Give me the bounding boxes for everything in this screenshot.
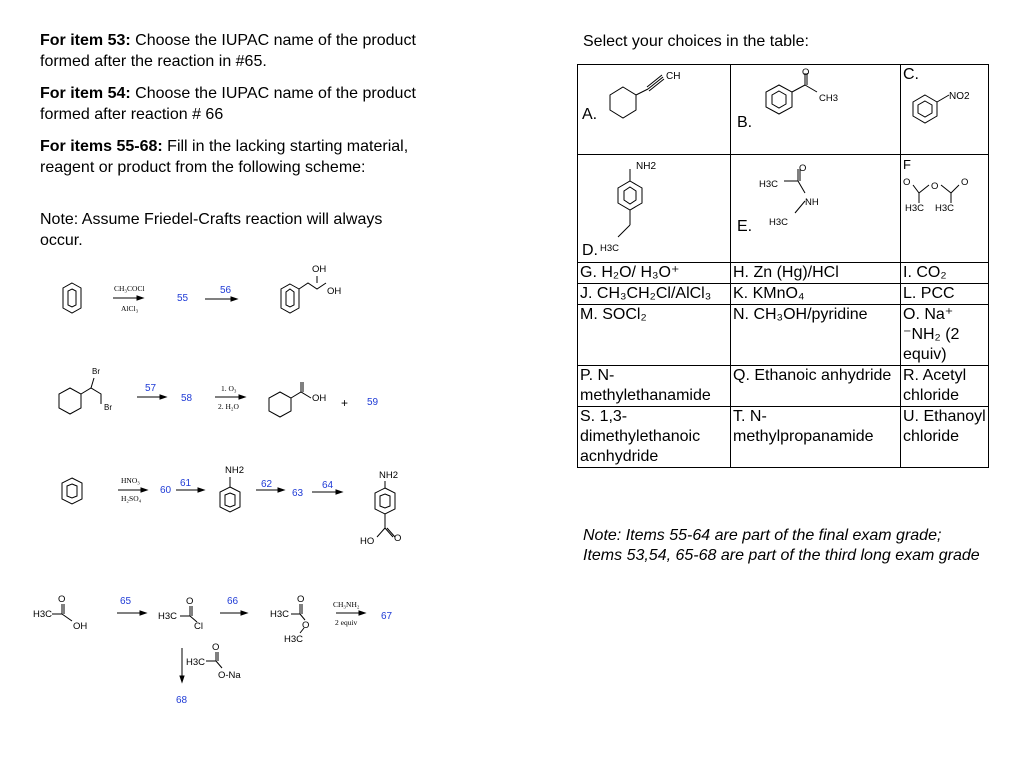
choice-e-h3c-label-2: H3C (769, 217, 789, 228)
item-54-heading: For item 54: (40, 85, 131, 102)
choice-l[interactable]: L. PCC (901, 284, 989, 305)
choice-g[interactable]: G. H₂O/ H₃O⁺ (578, 263, 731, 284)
ester-o-label-2: O (302, 620, 310, 631)
cyclohexane-ring-2 (269, 392, 291, 417)
benzene-ring-2 (62, 478, 82, 504)
acetic-o-label: O (58, 594, 66, 605)
choice-t[interactable]: T. N-methylpropanamide (731, 407, 901, 468)
diol-oh-label-2: OH (327, 286, 342, 297)
blank-63[interactable]: 63 (292, 488, 304, 499)
choice-q[interactable]: Q. Ethanoic anhydride (731, 366, 901, 407)
blank-68[interactable]: 68 (176, 695, 188, 706)
blank-64[interactable]: 64 (322, 480, 334, 491)
choice-m[interactable]: M. SOCl₂ (578, 305, 731, 366)
choice-f-o-label-3: O (961, 177, 969, 188)
ester-h3c-label-2: H3C (284, 634, 304, 645)
choice-k[interactable]: K. KMnO₄ (731, 284, 901, 305)
choice-o[interactable]: O. Na⁺ ⁻NH₂ (2 equiv) (901, 305, 989, 366)
reagent-2-equiv: 2 equiv (335, 618, 358, 627)
acid-oh-label: OH (312, 393, 327, 404)
choice-h[interactable]: H. Zn (Hg)/HCl (731, 263, 901, 284)
blank-65[interactable]: 65 (120, 596, 132, 607)
reagent-water: 2. H₂O (218, 402, 239, 411)
choice-e-letter: E. (737, 218, 753, 235)
choice-b-o-label: O (802, 67, 810, 78)
choice-f-o-label-2: O (931, 181, 939, 192)
friedel-crafts-note: Note: Assume Friedel-Crafts reaction will always occur. (40, 211, 383, 249)
ester-o-label: O (297, 594, 305, 605)
sodium-acetate-ona-label: O-Na (218, 670, 241, 681)
blank-56[interactable]: 56 (220, 285, 232, 296)
choice-e-nh-label: NH (805, 197, 819, 208)
reagent-h2so4: H₂SO₄ (121, 494, 142, 503)
choice-a-ch-label: CH (666, 71, 681, 82)
benzene-ring-1 (63, 283, 81, 313)
acetyl-cl-label: Cl (194, 621, 203, 632)
diol-product-ring (281, 284, 299, 313)
blank-62[interactable]: 62 (261, 479, 273, 490)
blank-58[interactable]: 58 (181, 393, 193, 404)
blank-60[interactable]: 60 (160, 485, 172, 496)
choice-f-o-label-1: O (903, 177, 911, 188)
item-53-text: Choose the IUPAC name of the product formed after the reaction in #65. (40, 32, 416, 70)
choice-e-o-label: O (799, 163, 807, 174)
choice-c-no2-label: NO2 (949, 91, 970, 102)
choice-b-cell[interactable] (731, 65, 901, 155)
blank-66[interactable]: 66 (227, 596, 239, 607)
choice-b-ch3-label: CH3 (819, 93, 839, 104)
blank-57[interactable]: 57 (145, 383, 157, 394)
choice-c-letter: C. (903, 66, 919, 83)
choice-a-cell[interactable] (578, 65, 731, 155)
aminobenzoic-ho-label: HO (360, 536, 375, 547)
reagent-acetyl-chloride: CH₃COCl (114, 284, 145, 293)
br-label-2: Br (104, 403, 112, 412)
aminobenzoic-nh2-label: NH2 (379, 470, 399, 481)
blank-67[interactable]: 67 (381, 611, 393, 622)
choice-p[interactable]: P. N-methylethanamide (578, 366, 731, 407)
blank-59[interactable]: 59 (367, 397, 379, 408)
items-55-68-heading: For items 55-68: (40, 138, 163, 155)
aminobenzoic-o-label: O (394, 533, 402, 544)
choice-r[interactable]: R. Acetyl chloride (901, 366, 989, 407)
choice-f-letter: F (903, 157, 911, 172)
reagent-ozone: 1. O₃ (221, 384, 237, 393)
acetic-h3c-label: H3C (33, 609, 53, 620)
choice-b-letter: B. (737, 114, 753, 131)
choice-d-letter: D. (582, 242, 598, 259)
sodium-acetate-o-label: O (212, 642, 220, 653)
reagent-hno3: HNO₃ (121, 476, 140, 485)
diol-side-chain (299, 283, 326, 289)
reagent-alcl3: AlCl₃ (121, 304, 139, 313)
choice-s[interactable]: S. 1,3-dimethylethanoic acnhydride (578, 407, 731, 468)
choice-a-structure (578, 65, 726, 155)
blank-61[interactable]: 61 (180, 478, 192, 489)
item-53-heading: For item 53: (40, 32, 131, 49)
table-heading: Select your choices in the table: (583, 33, 809, 50)
choices-table (577, 64, 989, 468)
plus-sign: + (341, 396, 349, 410)
choice-d-h3c-label: H3C (600, 243, 620, 254)
sodium-acetate-h3c-label: H3C (186, 657, 206, 668)
br-label-1: Br (92, 367, 100, 376)
choice-b-structure (731, 65, 896, 155)
choice-e-cell[interactable] (731, 155, 901, 263)
choice-i[interactable]: I. CO₂ (901, 263, 989, 284)
ester-h3c-label: H3C (270, 609, 290, 620)
choice-d-cell[interactable] (578, 155, 731, 263)
acetic-oh-label: OH (73, 621, 88, 632)
acetyl-o-label: O (186, 596, 194, 607)
reagent-methylamine: CH₃NH₂ (333, 600, 360, 609)
diol-oh-label: OH (312, 264, 327, 275)
choice-e-h3c-label: H3C (759, 179, 779, 190)
choice-f-h3c-label-2: H3C (935, 203, 955, 214)
choice-f-h3c-label-1: H3C (905, 203, 925, 214)
choice-c-structure (901, 65, 984, 155)
item-54-text: Choose the IUPAC name of the product formed after reaction # 66 (40, 85, 416, 123)
acetyl-h3c-label: H3C (158, 611, 178, 622)
choice-u[interactable]: U. Ethanoyl chloride (901, 407, 989, 468)
blank-55[interactable]: 55 (177, 293, 189, 304)
choice-n[interactable]: N. CH₃OH/pyridine (731, 305, 901, 366)
choice-c-cell[interactable] (901, 65, 989, 155)
choice-j[interactable]: J. CH₃CH₂Cl/AlCl₃ (578, 284, 731, 305)
choice-d-nh2-label: NH2 (636, 161, 657, 172)
dibromo-chain (81, 388, 101, 404)
cyclohexane-ring-1 (59, 388, 81, 414)
aniline-nh2-label: NH2 (225, 465, 245, 476)
items-55-68-text: Fill in the lacking starting material, reagent or product from the following scheme: (40, 138, 409, 176)
aniline-ring (220, 487, 240, 512)
aminobenzoic-ring (375, 488, 395, 514)
choice-a-letter: A. (582, 106, 598, 123)
choice-f-cell[interactable] (901, 155, 989, 263)
acid-chain (291, 392, 311, 398)
grading-note: Note: Items 55-64 are part of the final exam grade; Items 53,54, 65-68 are part of the third long exam grade (583, 527, 980, 564)
